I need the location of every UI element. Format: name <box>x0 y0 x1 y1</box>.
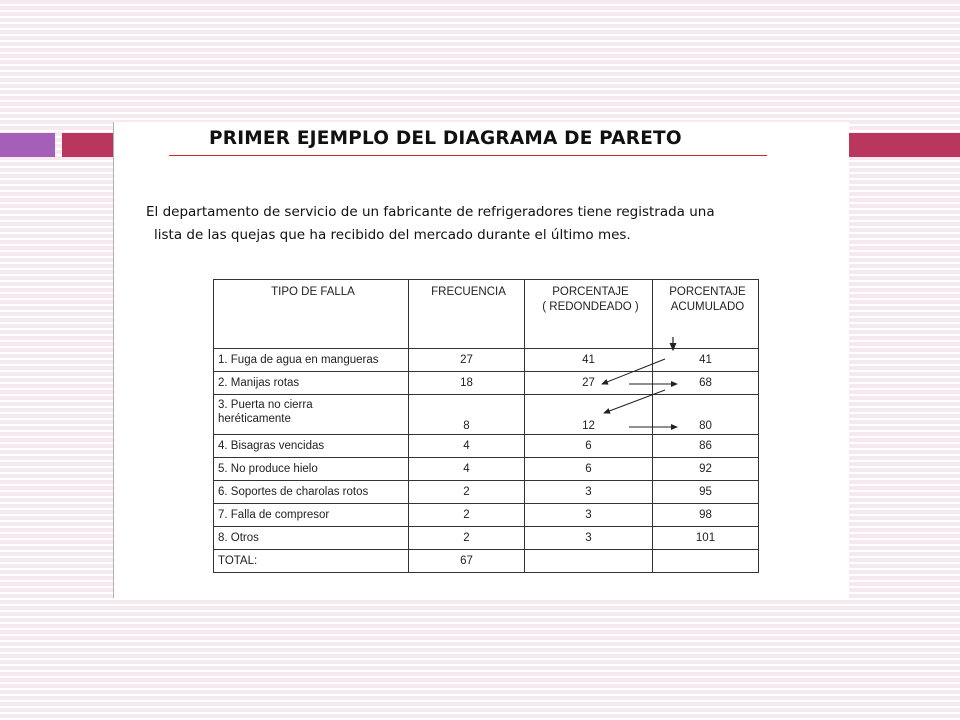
header-acumulado <box>653 280 759 349</box>
table-row <box>214 504 759 527</box>
cell-total-empty <box>525 550 653 573</box>
cell-total-frecuencia: 67 <box>409 550 525 573</box>
table-header-row <box>214 280 759 349</box>
cell-acumulado: 41 <box>653 349 759 372</box>
header-tipo: TIPO DE FALLA <box>214 280 409 349</box>
header-acumulado-line2: ACUMULADO <box>670 301 745 313</box>
cell-porcentaje: 3 <box>525 481 653 504</box>
accent-bar-mid <box>62 133 114 157</box>
cell-porcentaje: 41 <box>525 349 653 372</box>
cell-frecuencia: 27 <box>409 349 525 372</box>
accent-bar-right <box>847 133 960 157</box>
intro-paragraph <box>146 201 826 247</box>
accent-bar-left <box>0 133 55 157</box>
title-underline <box>169 155 767 156</box>
cell-porcentaje: 3 <box>525 527 653 550</box>
slide-title: PRIMER EJEMPLO DEL DIAGRAMA DE PARETO <box>209 128 682 149</box>
cell-tipo: 2. Manijas rotas <box>214 372 409 395</box>
cell-porcentaje: 6 <box>525 435 653 458</box>
cell-acumulado: 86 <box>653 435 759 458</box>
table-row <box>214 481 759 504</box>
header-porcentaje-line2: ( REDONDEADO ) <box>542 301 639 313</box>
header-acumulado-line1: PORCENTAJE <box>669 286 746 298</box>
table-row <box>214 395 759 435</box>
pareto-table <box>213 279 759 573</box>
cell-tipo <box>214 395 409 435</box>
header-porcentaje-line1: PORCENTAJE <box>552 286 629 298</box>
cell-tipo: 1. Fuga de agua en mangueras <box>214 349 409 372</box>
cell-acumulado: 98 <box>653 504 759 527</box>
table-row <box>214 372 759 395</box>
cell-frecuencia: 2 <box>409 527 525 550</box>
header-porcentaje <box>525 280 653 349</box>
intro-line-1: El departamento de servicio de un fabricante de refrigeradores tiene registrada una <box>146 204 715 220</box>
cell-acumulado: 68 <box>653 372 759 395</box>
cell-tipo: 6. Soportes de charolas rotos <box>214 481 409 504</box>
cell-tipo-line1: 3. Puerta no cierra <box>218 399 313 411</box>
cell-tipo-line2: heréticamente <box>218 413 291 425</box>
cell-tipo: 7. Falla de compresor <box>214 504 409 527</box>
cell-frecuencia: 2 <box>409 504 525 527</box>
cell-tipo: 5. No produce hielo <box>214 458 409 481</box>
slide-image <box>113 122 849 598</box>
intro-line-2: lista de las quejas que ha recibido del mercado durante el último mes. <box>154 227 631 243</box>
table-row <box>214 435 759 458</box>
cell-porcentaje: 3 <box>525 504 653 527</box>
cell-acumulado: 80 <box>653 395 759 435</box>
cell-frecuencia: 2 <box>409 481 525 504</box>
table-row <box>214 349 759 372</box>
header-frecuencia: FRECUENCIA <box>409 280 525 349</box>
cell-frecuencia: 18 <box>409 372 525 395</box>
cell-porcentaje: 12 <box>525 395 653 435</box>
cell-total-label: TOTAL: <box>214 550 409 573</box>
table-row <box>214 527 759 550</box>
table-total-row <box>214 550 759 573</box>
cell-total-empty <box>653 550 759 573</box>
cell-tipo: 8. Otros <box>214 527 409 550</box>
cell-porcentaje: 6 <box>525 458 653 481</box>
cell-porcentaje: 27 <box>525 372 653 395</box>
cell-acumulado: 92 <box>653 458 759 481</box>
cell-tipo: 4. Bisagras vencidas <box>214 435 409 458</box>
cell-acumulado: 95 <box>653 481 759 504</box>
cell-frecuencia: 4 <box>409 435 525 458</box>
cell-frecuencia: 8 <box>409 395 525 435</box>
cell-frecuencia: 4 <box>409 458 525 481</box>
table-row <box>214 458 759 481</box>
cell-acumulado: 101 <box>653 527 759 550</box>
